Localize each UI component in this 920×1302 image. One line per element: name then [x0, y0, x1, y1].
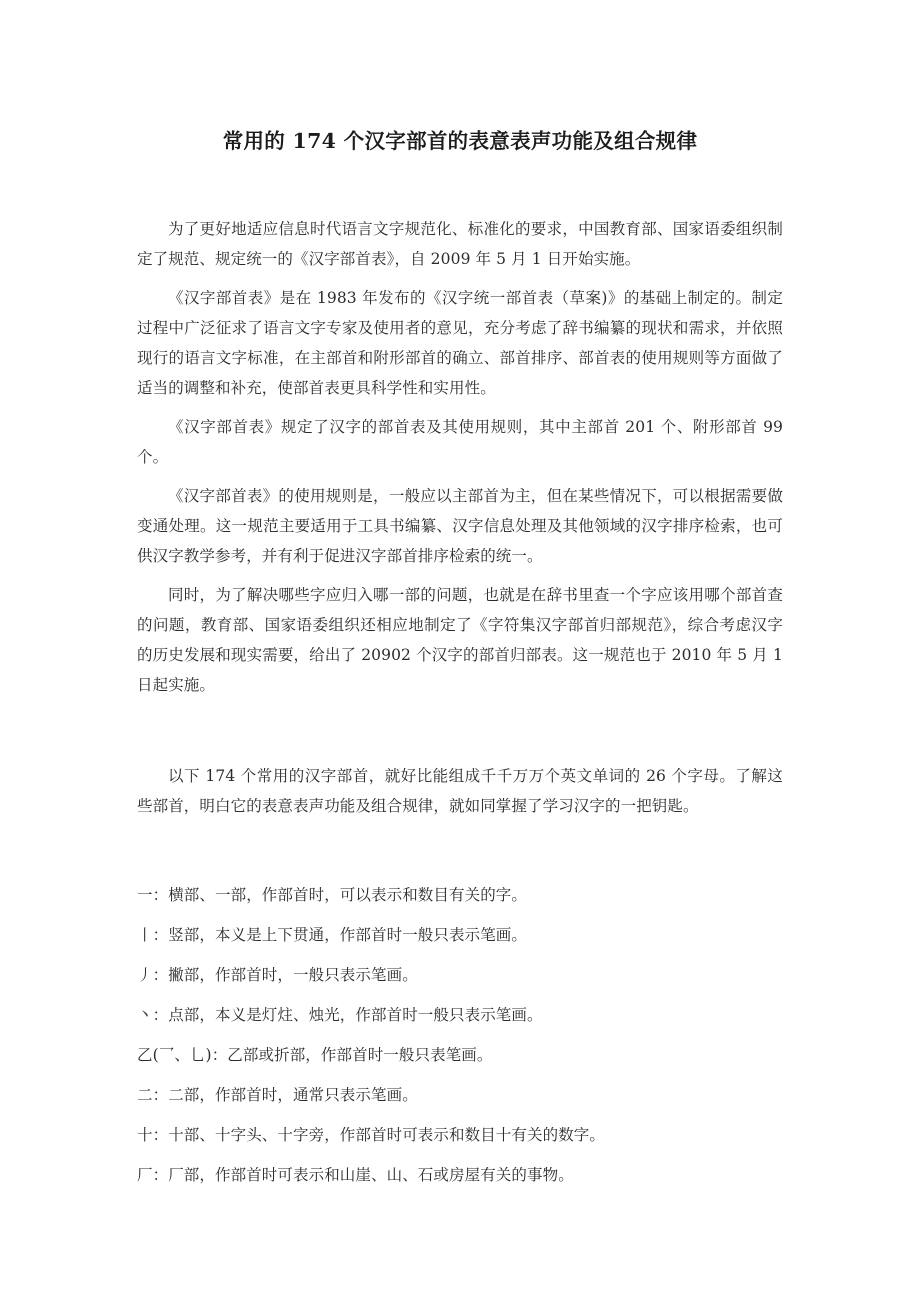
radical-item-er: 二：二部，作部首时，通常只表示笔画。	[137, 1086, 418, 1104]
radical-list	[137, 880, 783, 1190]
radical-item-shi: 十：十部、十字头、十字旁，作部首时可表示和数目十有关的数字。	[137, 1126, 606, 1144]
paragraph-3: 《汉字部首表》规定了汉字的部首表及其使用规则，其中主部首 201 个、附形部首 99 个。	[137, 418, 783, 466]
radical-item-yi-horizontal: 一：横部、一部，作部首时，可以表示和数目有关的字。	[137, 886, 528, 904]
paragraph-1: 为了更好地适应信息时代语言文字规范化、标准化的要求，中国教育部、国家语委组织制定了规范、规定统一的《汉字部首表》，自 2009 年 5 月 1 日开始实施。	[137, 220, 783, 268]
radical-item-shu-vertical: 丨：竖部，本义是上下贯通，作部首时一般只表示笔画。	[137, 926, 528, 944]
radical-item-chang: 厂：厂部，作部首时可表示和山崖、山、石或房屋有关的事物。	[137, 1166, 574, 1184]
lead-in-paragraph: 以下 174 个常用的汉字部首，就好比能组成千千万万个英文单词的 26 个字母。了解这些部首，明白它的表意表声功能及组合规律，就如同掌握了学习汉字的一把钥匙。	[137, 767, 783, 815]
radical-item-pie: 丿：撇部，作部首时，一般只表示笔画。	[137, 966, 418, 984]
paragraph-2: 《汉字部首表》是在 1983 年发布的《汉字统一部首表（草案)》的基础上制定的。制定过程中广泛征求了语言文字专家及使用者的意见，充分考虑了辞书编纂的现状和需求，并依照现行的语言文字标准，在主部首和附形部首的确立、部首排序、部首表的使用规则等方面做了适当的调整和补充，使部首表更具科学性和实用性。	[137, 289, 783, 397]
paragraph-4: 《汉字部首表》的使用规则是，一般应以主部首为主，但在某些情况下，可以根据需要做变通处理。这一规范主要适用于工具书编纂、汉字信息处理及其他领域的汉字排序检索，也可供汉字教学参考，并有利于促进汉字部首排序检索的统一。	[137, 487, 783, 565]
intro-paragraphs	[137, 214, 783, 821]
page-title: 常用的 174 个汉字部首的表意表声功能及组合规律	[222, 129, 698, 153]
document-body	[137, 0, 783, 1190]
radical-item-dian: 丶：点部，本义是灯炷、烛光，作部首时一般只表示笔画。	[137, 1006, 543, 1024]
paragraph-5: 同时，为了解决哪些字应归入哪一部的问题，也就是在辞书里查一个字应该用哪个部首查的问题，教育部、国家语委组织还相应地制定了《字符集汉字部首归部规范》，综合考虑汉字的历史发展和现实需要，给出了 20902 个汉字的部首归部表。这一规范也于 2010 年 5 月 1 日起实施。	[137, 586, 783, 694]
radical-item-yi-second: 乙(乛、乚)：乙部或折部，作部首时一般只表笔画。	[137, 1046, 493, 1064]
